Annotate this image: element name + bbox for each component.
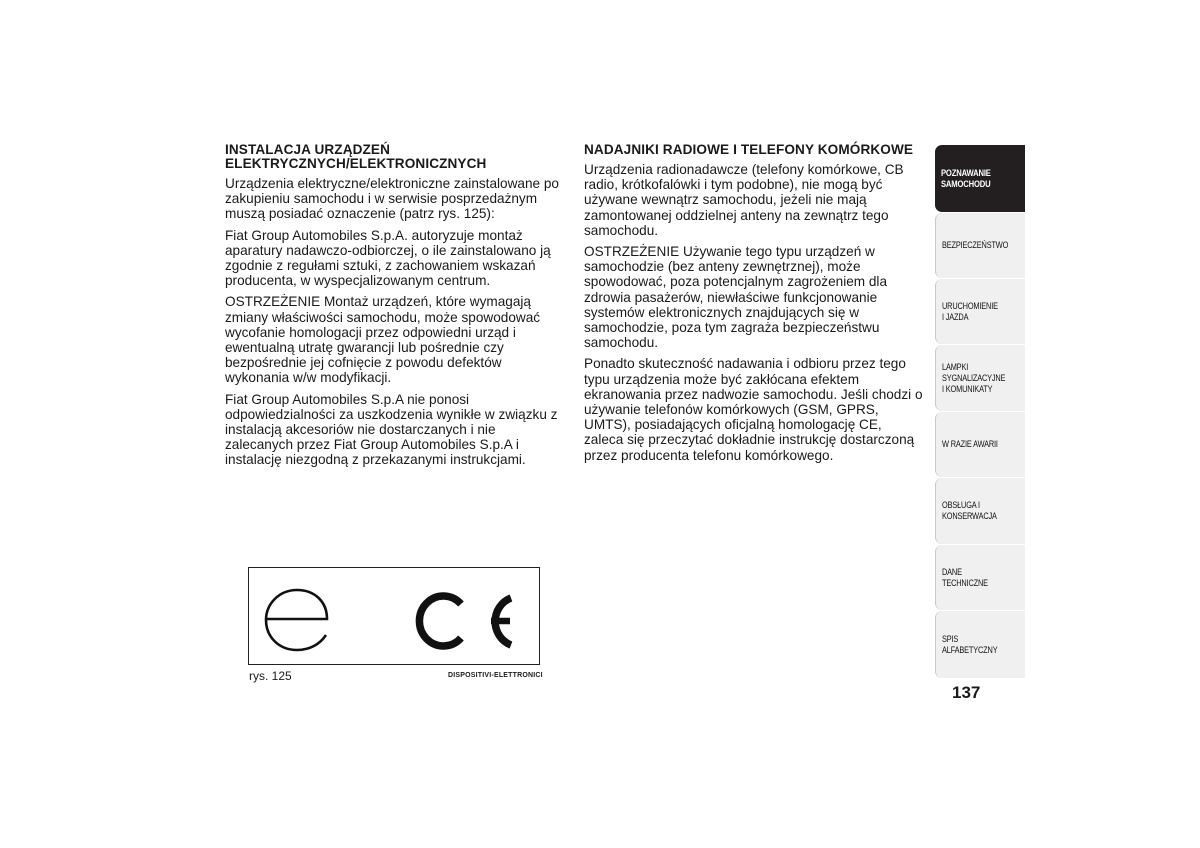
tab-label: BEZPIECZEŃSTWO — [942, 240, 1009, 250]
tab-label: SPIS ALFABETYCZNY — [942, 633, 998, 655]
tab-w-razie-awarii[interactable] — [935, 412, 1025, 477]
tab-dane-techniczne[interactable] — [935, 545, 1025, 610]
right-column — [584, 143, 924, 469]
tab-label: POZNAWANIE SAMOCHODU — [941, 167, 991, 189]
paragraph: Fiat Group Automobiles S.p.A. autoryzuje montaż aparatury nadawczo-odbiorczej, o ile zainstalowano ją zgodnie z regułami sztuki, z zachowaniem wskazań producenta, w wyspecjalizowanym centrum. — [225, 227, 551, 289]
tab-label: DANE TECHNICZNE — [942, 566, 988, 588]
tab-uruchomienie-i-jazda[interactable] — [935, 279, 1025, 344]
paragraph: Urządzenia radionadawcze (telefony komórkowe, CB radio, krótkofalówki i tym podobne), nie mogą być używane wewnątrz samochodu, jeżeli nie mają zamontowanej oddzielnej anteny na zewnątrz tego samochodu. — [584, 162, 904, 238]
section-heading: NADAJNIKI RADIOWE I TELEFONY KOMÓRKOWE — [584, 142, 914, 157]
page-number: 137 — [952, 683, 981, 702]
tab-lampki-sygnalizacyjne[interactable] — [935, 345, 1025, 411]
tab-label: URUCHOMIENIE I JAZDA — [942, 300, 998, 322]
tab-spis-alfabetyczny[interactable] — [935, 611, 1025, 678]
tab-label: W RAZIE AWARII — [942, 439, 998, 449]
paragraph: Fiat Group Automobiles S.p.A nie ponosi odpowiedzialności za uszkodzenia wynikłe w związku z instalacją akcesoriów nie dostarczanych i nie zalecanych przez Fiat Group Automobiles S.p.A i instalację niezgodną z przekazanymi instrukcjami. — [225, 391, 558, 468]
tab-obsluga-i-konserwacja[interactable] — [935, 478, 1025, 544]
tab-label: OBSŁUGA I KONSERWACJA — [942, 500, 997, 521]
paragraph: Ponadto skuteczność nadawania i odbioru przez tego typu urządzenia może być zakłócana efektem ekranowania przez nadwozie samochodu. Jeśli chodzi o używanie telefonów komórkowych (GSM, GPRS, UMTS), posiadających oficjalną homologację CE, zaleca się przeczytać dokładnie instrukcję dostarczoną przez producenta telefonu komórkowego. — [584, 356, 923, 463]
warning-paragraph: OSTRZEŻENIE Montaż urządzeń, które wymagają zmiany właściwości samochodu, może spowodować wycofanie homologacji przez odpowiedni urząd i ewentualną utratę gwarancji lub pośrednie czy bezpośrednie jej cofnięcie z powodu defektów wykonania w/w modyfikacji. — [225, 294, 541, 386]
section-heading: INSTALACJA URZĄDZEŃ ELEKTRYCZNYCH/ELEKTRONICZNYCH — [225, 142, 487, 171]
figure-caption: rys. 125 — [249, 669, 292, 683]
paragraph: Urządzenia elektryczne/elektroniczne zainstalowane po zakupieniu samochodu i w serwisie posprzedażnym muszą posiadać oznaczenie (patrz rys. 125): — [225, 176, 559, 222]
warning-paragraph: OSTRZEŻENIE Używanie tego typu urządzeń w samochodzie (bez anteny zewnętrznej), może spowodować, poza potencjalnym zagrożeniem dla zdrowia pasażerów, niewłaściwe funkcjonowanie systemów elektronicznych znajdujących się w samochodzie, poza tym zagraża bezpieczeństwu samochodu. — [584, 244, 888, 351]
tab-bezpieczenstwo[interactable] — [935, 213, 1025, 278]
ce-mark-icon — [419, 596, 511, 646]
e-mark-icon — [266, 590, 327, 650]
left-column — [225, 143, 565, 474]
figure-code: DISPOSITIVI-ELETTRONICI — [448, 672, 543, 679]
figure-125 — [248, 567, 540, 665]
figure-symbols — [249, 568, 539, 664]
tab-label: LAMPKI SYGNALIZACYJNE I KOMUNIKATY — [942, 361, 1006, 394]
tab-poznawanie-samochodu[interactable] — [935, 145, 1025, 212]
